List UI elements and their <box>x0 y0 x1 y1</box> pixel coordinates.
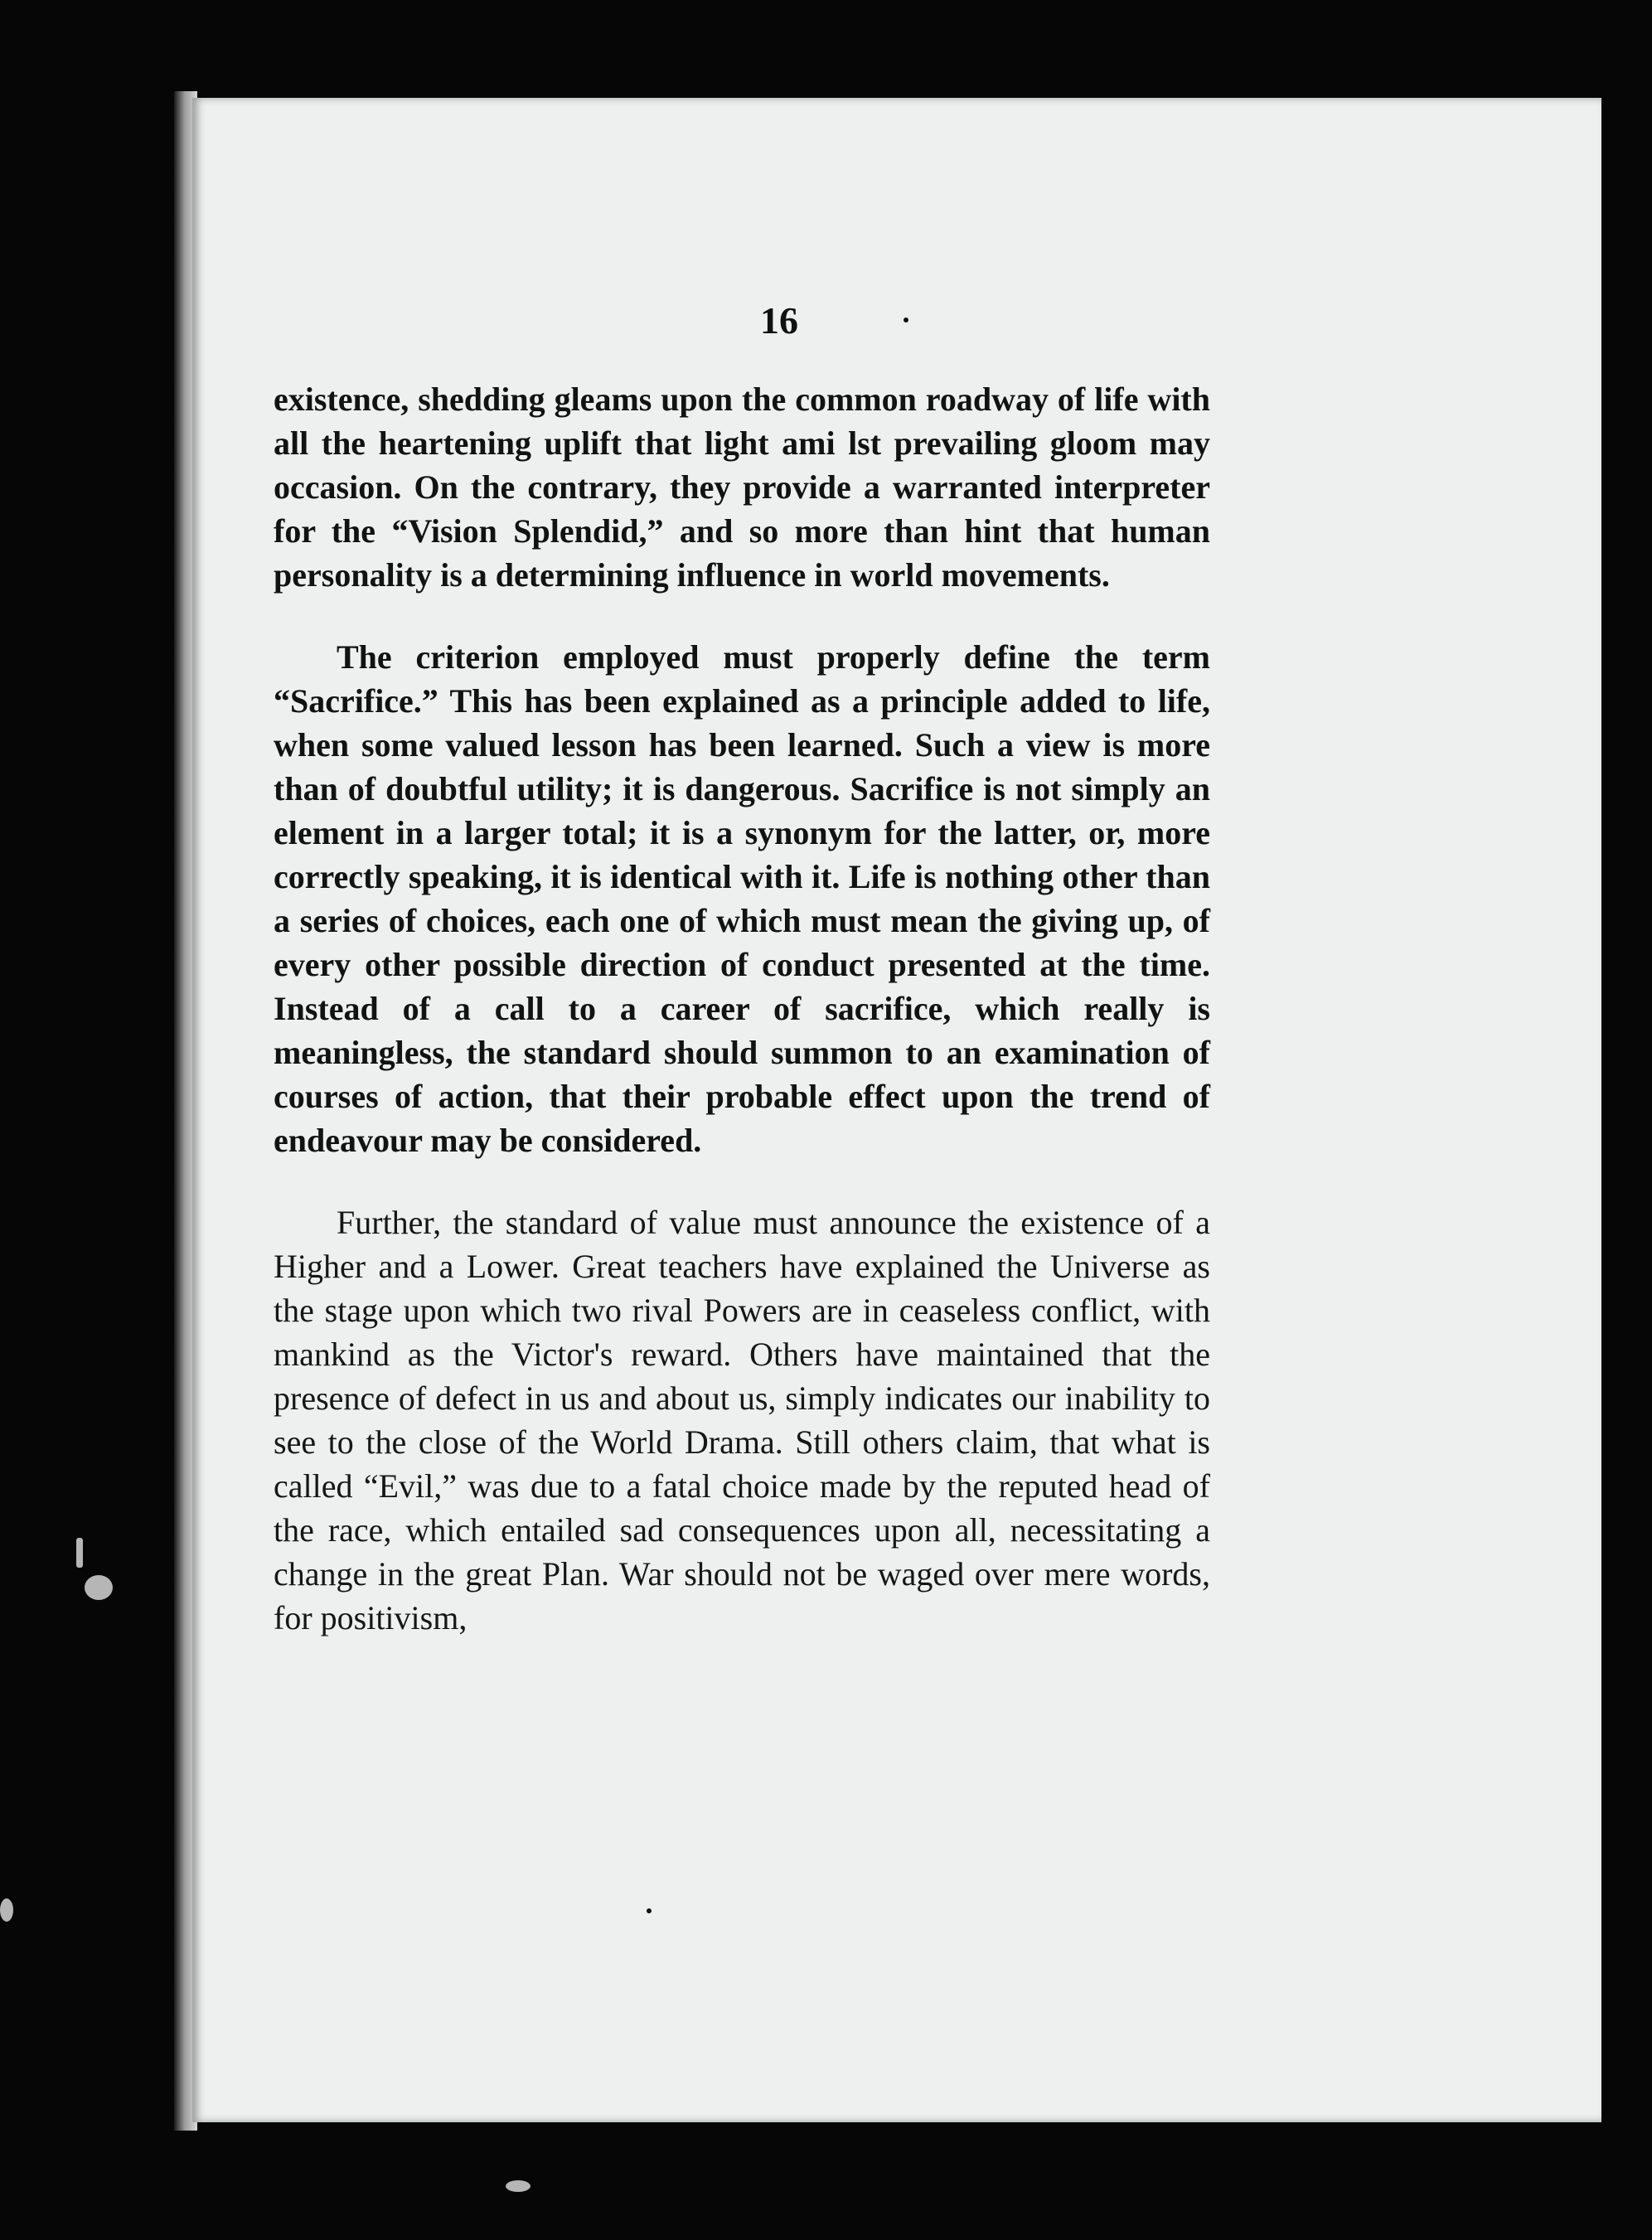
scan-speck <box>647 1908 652 1913</box>
scan-artifact <box>0 1898 13 1922</box>
page-body <box>274 377 1210 1678</box>
paragraph-2: The criterion employed must properly define the term “Sacrifice.” This has been explained as a principle added to life, when some valued lesson has been learned. Such a view is more than of doubtful utility; it is dangerous. Sacrifice is not simply an element in a larger total; it is a synonym for the latter, or, more correctly speaking, it is identical with it. Life is nothing other than a series of choices, each one of which must mean the giving up, of every other possible direction of conduct presented at the time. Instead of a call to a career of sacrifice, which really is meaningless, the standard should summon to an examination of courses of action, that their probable effect upon the trend of endeavour may be considered. <box>274 638 1210 1159</box>
paragraph-3: Further, the standard of value must announce the existence of a Higher and a Lower. Great teachers have explained the Universe as the stage upon which two rival Powers are in ceaseless conflict, with mankind as the Victor's reward. Others have maintained that the presence of defect in us and about us, simply indicates our inability to see to the close of the World Drama. Still others claim, that what is called “Evil,” was due to a fatal choice made by the reputed head of the race, which entailed sad consequences upon all, necessitating a change in the great Plan. War should not be waged over mere words, for positivism, <box>274 1204 1210 1636</box>
scan-speck <box>904 318 908 322</box>
scan-artifact <box>506 2180 530 2192</box>
paragraph-1: existence, shedding gleams upon the common roadway of life with all the heartening uplift that light ami lst prevailing gloom may occasion. On the contrary, they provide a warranted interpreter for the “Vision Splendid,” and so more than hint that human personality is a determining influence in world movements. <box>274 381 1210 594</box>
page-number: 16 <box>760 299 798 342</box>
scan-artifact <box>76 1538 83 1568</box>
scan-artifact <box>85 1575 113 1600</box>
